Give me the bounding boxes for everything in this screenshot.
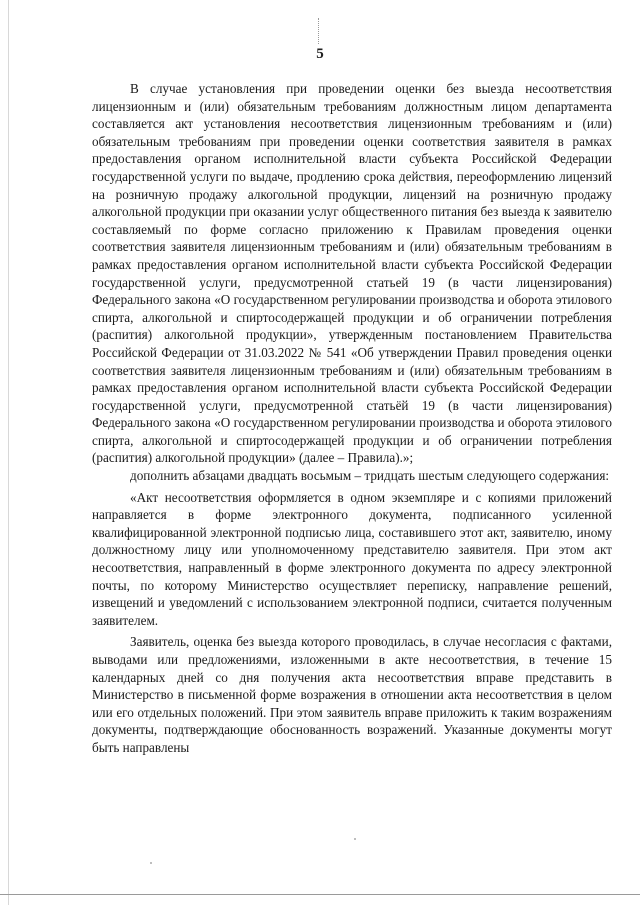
paragraph-4: Заявитель, оценка без выезда которого проводилась, в случае несогласия с фактами, выводами или предложениями, изложенными в акте несоответствия, в течение 15 календарных дней со дня получения акта несоответствия вправе представить в Министерство в письменной форме возражения в отношении акта несоответствия в целом или его отдельных положений. При этом заявитель вправе приложить к таким возражениям документы, подтверждающие обоснованность возражений. Указанные документы могут быть направлены bbox=[92, 634, 612, 755]
scan-speck bbox=[150, 862, 152, 864]
document-body bbox=[92, 80, 612, 757]
page-number: 5 bbox=[316, 46, 324, 62]
paragraph-2: дополнить абзацами двадцать восьмым – тридцать шестым следующего содержания: bbox=[130, 468, 610, 484]
scan-speck bbox=[354, 838, 356, 840]
scan-mark bbox=[318, 18, 320, 44]
scan-bottom-edge bbox=[0, 894, 640, 895]
paragraph-3: «Акт несоответствия оформляется в одном экземпляре и с копиями приложений направляется в форме электронного документа, подписанного усиленной квалифицированной электронной подписью лица, составившего этот акт, заявителю, иному должностному лицу или уполномоченному представителю заявителя. При этом акт несоответствия, направленный в форме электронного документа по адресу электронной почты, по которому Министерство осуществляет переписку, направление решений, извещений и уведомлений с использованием электронной подписи, считается полученным заявителем. bbox=[92, 489, 612, 628]
scan-left-edge bbox=[8, 0, 9, 905]
paragraph-1: В случае установления при проведении оценки без выезда несоответствия лицензионным и (или) обязательным требованиям должностным лицом департамента составляется акт установления несоответствия лицензионным требованиям и (или) обязательным требованиям при проведении оценки соответствия заявителя в рамках предоставления органом исполнительной власти субъекта Российской Федерации государственной услуги по выдаче, продлению срока действия, переоформлению лицензий на розничную продажу алкогольной продукции, лицензий на розничную продажу алкогольной продукции при оказании услуг общественного питания без выезда к заявителю составляемый по форме согласно приложению к Правилам проведения оценки соответствия заявителя лицензионным требованиям и (или) обязательным требованиям в рамках предоставления органом исполнительной власти субъекта Российской Федерации государственной услуги, предусмотренной статьей 19 (в части лицензирования) Федерального закона «О государственном регулировании производства и оборота этилового спирта, алкогольной и спиртосодержащей продукции и об ограничении потребления (распития) алкогольной продукции», утвержденным постановлением Правительства Российской Федерации от 31.03.2022 № 541 «Об утверждении Правил проведения оценки соответствия заявителя лицензионным требованиям и (или) обязательным требованиям в рамках предоставления органом исполнительной власти субъекта Российской Федерации государственной услуги, предусмотренной статьёй 19 (в части лицензирования) Федерального закона «О государственном регулировании производства и оборота этилового спирта, алкогольной и спиртосодержащей продукции и об ограничении потребления (распития) алкогольной продукции» (далее – Правила).»; bbox=[92, 81, 612, 466]
